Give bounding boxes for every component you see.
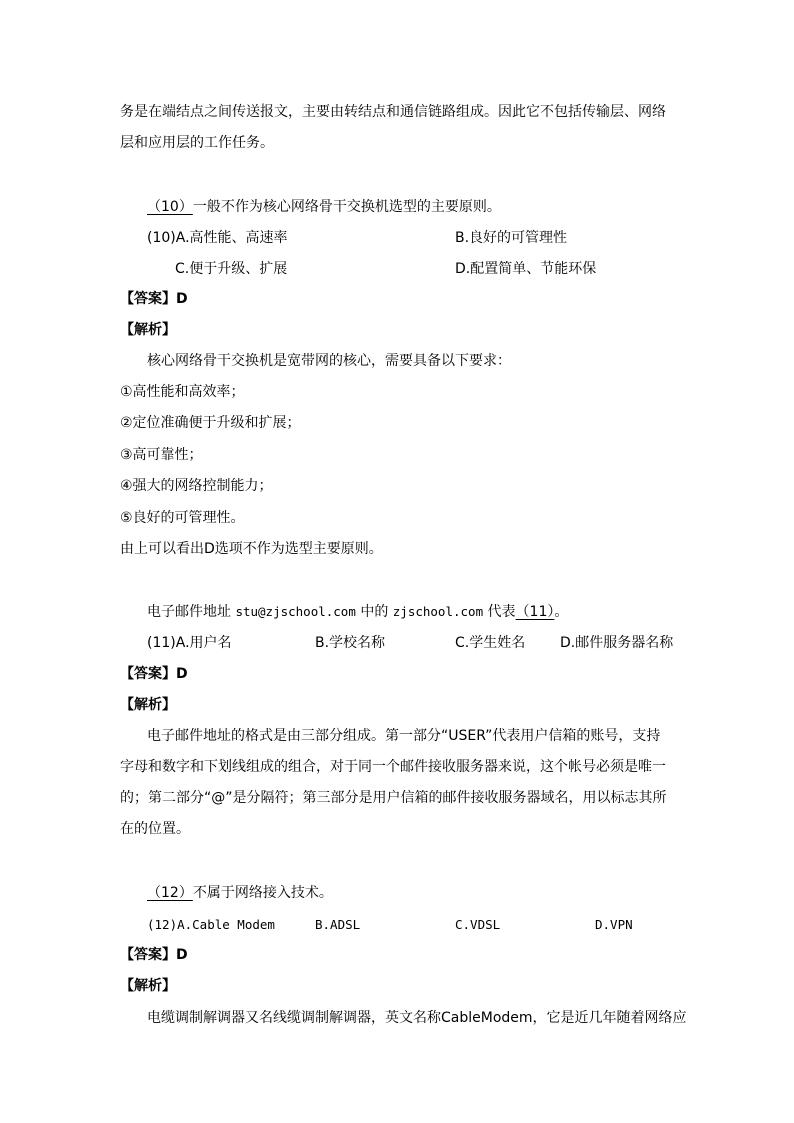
q10-point-1: ①高性能和高效率；	[120, 384, 245, 400]
q11-email: stu@zjschool.com	[235, 604, 356, 619]
q11-stem-post: 代表	[487, 604, 516, 620]
q12-analysis-label: 【解析】	[120, 978, 176, 994]
q12-option-d: D.VPN	[595, 917, 633, 932]
q10-number: （10）	[147, 199, 193, 215]
q12-option-c: C.VDSL	[455, 917, 501, 932]
q10-point-2: ②定位准确便于升级和扩展；	[120, 415, 301, 431]
q11-analysis-line-2: 字母和数字和下划线组成的组合，对于同一个邮件接收服务器来说，这个帐号必须是唯一	[120, 759, 666, 775]
q11-analysis-label: 【解析】	[120, 697, 176, 713]
q11-analysis-line-4: 在的位置。	[120, 821, 190, 837]
q11-stem	[147, 602, 568, 622]
q11-option-c: C.学生姓名	[455, 635, 526, 651]
q12-option-a: (12)A.Cable Modem	[147, 917, 275, 932]
q11-analysis-line-1: 电子邮件地址的格式是由三部分组成。第一部分“USER”代表用户信箱的账号，支持	[147, 728, 661, 744]
q11-analysis-line-3: 的；第二部分“@”是分隔符；第三部分是用户信箱的邮件接收服务器域名，用以标志其所	[120, 790, 667, 806]
q10-conclusion: 由上可以看出D选项不作为选型主要原则。	[120, 541, 383, 557]
q11-number: （11）	[515, 604, 555, 620]
q12-text: 不属于网络接入技术。	[192, 885, 333, 901]
q10-option-b: B.良好的可管理性	[455, 230, 568, 246]
q10-analysis-label: 【解析】	[120, 322, 176, 338]
q11-stem-mid: 中的	[360, 604, 389, 620]
q12-stem	[147, 883, 333, 903]
q10-option-d: D.配置简单、节能环保	[455, 261, 597, 277]
q10-point-3: ③高可靠性；	[120, 447, 203, 463]
intro-line-1: 务是在端结点之间传送报文，主要由转结点和通信链路组成。因此它不包括传输层、网络	[120, 104, 666, 120]
q10-point-5: ⑤良好的可管理性。	[120, 510, 245, 526]
q11-answer: 【答案】D	[120, 666, 188, 682]
q10-point-4: ④强大的网络控制能力；	[120, 478, 273, 494]
q10-option-c: C.便于升级、扩展	[175, 261, 288, 277]
q10-text: 一般不作为核心网络骨干交换机选型的主要原则。	[192, 199, 501, 215]
q11-stem-end: 。	[554, 604, 569, 620]
q12-number: （12）	[147, 885, 193, 901]
q10-analysis-intro: 核心网络骨干交换机是宽带网的核心，需要具备以下要求：	[147, 353, 511, 369]
q10-answer: 【答案】D	[120, 291, 188, 307]
q11-option-a: (11)A.用户名	[147, 635, 232, 651]
q11-stem-pre: 电子邮件地址	[147, 604, 231, 620]
q10-stem	[147, 197, 501, 217]
q11-domain: zjschool.com	[392, 604, 484, 619]
q11-option-b: B.学校名称	[315, 635, 386, 651]
q12-answer: 【答案】D	[120, 947, 188, 963]
intro-line-2: 层和应用层的工作任务。	[120, 135, 274, 151]
q12-analysis-line-1: 电缆调制解调器又名线缆调制解调器，英文名称CableModem，它是近几年随着网络应	[147, 1010, 687, 1026]
q10-option-a: (10)A.高性能、高速率	[147, 230, 288, 246]
q11-option-d: D.邮件服务器名称	[560, 635, 674, 651]
q12-option-b: B.ADSL	[315, 917, 361, 932]
